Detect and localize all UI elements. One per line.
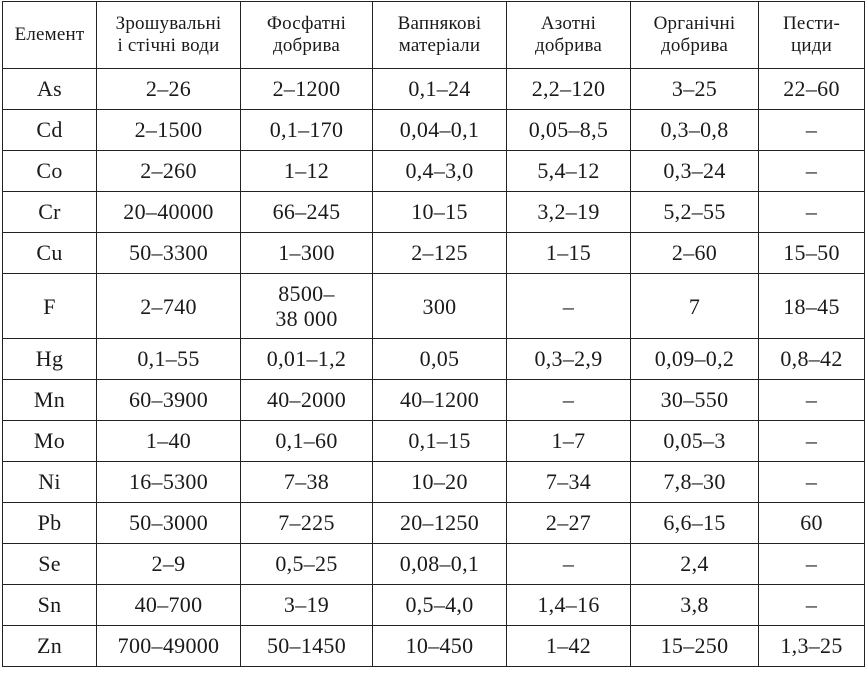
value-cell-nitrogen-fertilizers — [507, 626, 631, 667]
cell-text: 0,05 — [419, 346, 460, 371]
cell-text: – — [805, 551, 818, 576]
cell-text: 7–38 — [283, 469, 330, 494]
value-cell-lime-materials — [373, 233, 507, 274]
column-header-text: Азотні — [540, 13, 597, 34]
cell-text: Mo — [33, 428, 66, 453]
value-cell-phosphate-fertilizers — [241, 151, 373, 192]
cell-text: 50–3300 — [128, 240, 209, 265]
cell-text: 7–34 — [545, 469, 592, 494]
value-cell-irrigation-waste-water — [97, 274, 241, 339]
column-header-text: Пести- — [782, 13, 841, 34]
value-cell-organic-fertilizers — [631, 274, 759, 339]
value-cell-irrigation-waste-water — [97, 462, 241, 503]
cell-text: 2,4 — [680, 551, 709, 576]
table-row — [3, 274, 865, 339]
value-cell-lime-materials — [373, 274, 507, 339]
column-header-text: Фосфатні — [266, 13, 347, 34]
value-cell-lime-materials — [373, 544, 507, 585]
value-cell-nitrogen-fertilizers — [507, 110, 631, 151]
cell-text: 1–15 — [545, 240, 592, 265]
cell-text: 0,05–3 — [663, 428, 726, 453]
element-symbol-cell — [3, 462, 97, 503]
column-header-text: матеріали — [398, 35, 481, 56]
cell-text: Se — [38, 551, 61, 576]
value-cell-irrigation-waste-water — [97, 544, 241, 585]
cell-text: 2–1200 — [272, 76, 341, 101]
cell-text: 2–125 — [411, 240, 468, 265]
value-cell-lime-materials — [373, 110, 507, 151]
cell-text: 20–1250 — [399, 510, 480, 535]
value-cell-pesticides — [759, 380, 865, 421]
table-row — [3, 585, 865, 626]
value-cell-irrigation-waste-water — [97, 110, 241, 151]
cell-text: 7–225 — [278, 510, 335, 535]
cell-text: 0,5–25 — [275, 551, 338, 576]
value-cell-phosphate-fertilizers — [241, 69, 373, 110]
cell-text: 0,5–4,0 — [405, 592, 474, 617]
cell-text: – — [562, 293, 575, 319]
column-header-nitrogen-fertilizers — [507, 2, 631, 69]
value-cell-pesticides — [759, 110, 865, 151]
element-sources-table — [2, 1, 865, 667]
table-row — [3, 421, 865, 462]
element-symbol-cell — [3, 626, 97, 667]
cell-text: 2–9 — [151, 551, 186, 576]
value-cell-irrigation-waste-water — [97, 151, 241, 192]
value-cell-phosphate-fertilizers — [241, 380, 373, 421]
cell-text: Cu — [36, 240, 63, 265]
cell-text: 0,08–0,1 — [399, 551, 480, 576]
cell-text: – — [805, 387, 818, 412]
cell-text: – — [805, 199, 818, 224]
table-row — [3, 503, 865, 544]
cell-text: 15–50 — [783, 240, 840, 265]
value-cell-nitrogen-fertilizers — [507, 69, 631, 110]
cell-text: 1,3–25 — [780, 633, 843, 658]
cell-text: Co — [36, 158, 63, 183]
value-cell-phosphate-fertilizers — [241, 233, 373, 274]
value-cell-nitrogen-fertilizers — [507, 339, 631, 380]
element-symbol-cell — [3, 110, 97, 151]
column-header-phosphate-fertilizers — [241, 2, 373, 69]
cell-text: Cr — [38, 199, 61, 224]
cell-text: 0,1–60 — [275, 428, 338, 453]
value-cell-lime-materials — [373, 503, 507, 544]
cell-text: 2–260 — [140, 158, 197, 183]
table-row — [3, 69, 865, 110]
value-cell-nitrogen-fertilizers — [507, 380, 631, 421]
value-cell-nitrogen-fertilizers — [507, 274, 631, 339]
column-header-text: добрива — [272, 35, 341, 56]
cell-text: 3–19 — [283, 592, 330, 617]
cell-text: 0,8–42 — [780, 346, 843, 371]
table-row — [3, 380, 865, 421]
cell-text: 22–60 — [783, 76, 840, 101]
cell-text: 60–3900 — [128, 387, 209, 412]
column-header-irrigation-waste-water — [97, 2, 241, 69]
column-header-lime-materials — [373, 2, 507, 69]
cell-text: – — [805, 158, 818, 183]
cell-text: 10–20 — [411, 469, 468, 494]
column-header-text: Вапнякові — [397, 13, 482, 34]
cell-text: Hg — [35, 346, 64, 371]
column-header-pesticides — [759, 2, 865, 69]
value-cell-lime-materials — [373, 462, 507, 503]
cell-text: 30–550 — [660, 387, 729, 412]
value-cell-phosphate-fertilizers — [241, 544, 373, 585]
cell-text: 0,4–3,0 — [405, 158, 474, 183]
cell-text: 5,2–55 — [663, 199, 726, 224]
value-cell-phosphate-fertilizers — [241, 503, 373, 544]
element-symbol-cell — [3, 69, 97, 110]
cell-text: 0,1–170 — [269, 117, 344, 142]
value-cell-irrigation-waste-water — [97, 233, 241, 274]
value-cell-phosphate-fertilizers — [241, 339, 373, 380]
value-cell-irrigation-waste-water — [97, 421, 241, 462]
cell-text: – — [805, 592, 818, 617]
cell-text: 300 — [422, 293, 457, 319]
cell-text: – — [562, 387, 575, 412]
cell-text: 0,3–24 — [663, 158, 726, 183]
cell-text: 1–42 — [545, 633, 592, 658]
value-cell-organic-fertilizers — [631, 233, 759, 274]
cell-text: 1–40 — [145, 428, 192, 453]
value-cell-organic-fertilizers — [631, 151, 759, 192]
value-cell-irrigation-waste-water — [97, 503, 241, 544]
cell-text: 700–49000 — [117, 633, 220, 658]
cell-text: 15–250 — [660, 633, 729, 658]
table-row — [3, 192, 865, 233]
cell-text: As — [36, 76, 63, 101]
value-cell-lime-materials — [373, 626, 507, 667]
table-row — [3, 462, 865, 503]
table-row — [3, 339, 865, 380]
value-cell-lime-materials — [373, 339, 507, 380]
value-cell-lime-materials — [373, 69, 507, 110]
value-cell-nitrogen-fertilizers — [507, 544, 631, 585]
value-cell-phosphate-fertilizers — [241, 421, 373, 462]
cell-text: – — [805, 117, 818, 142]
value-cell-pesticides — [759, 544, 865, 585]
value-cell-nitrogen-fertilizers — [507, 585, 631, 626]
element-symbol-cell — [3, 151, 97, 192]
value-cell-irrigation-waste-water — [97, 585, 241, 626]
value-cell-nitrogen-fertilizers — [507, 421, 631, 462]
value-cell-pesticides — [759, 503, 865, 544]
value-cell-lime-materials — [373, 151, 507, 192]
table-row — [3, 626, 865, 667]
value-cell-nitrogen-fertilizers — [507, 233, 631, 274]
value-cell-phosphate-fertilizers — [241, 192, 373, 233]
cell-text: 50–3000 — [128, 510, 209, 535]
element-symbol-cell — [3, 380, 97, 421]
table-body — [3, 69, 865, 667]
cell-text: 7 — [688, 293, 701, 319]
element-symbol-cell — [3, 192, 97, 233]
value-cell-nitrogen-fertilizers — [507, 151, 631, 192]
element-symbol-cell — [3, 503, 97, 544]
value-cell-irrigation-waste-water — [97, 380, 241, 421]
value-cell-organic-fertilizers — [631, 421, 759, 462]
column-header-text: Органічні — [653, 13, 736, 34]
value-cell-pesticides — [759, 192, 865, 233]
cell-text: 40–2000 — [266, 387, 347, 412]
value-cell-irrigation-waste-water — [97, 626, 241, 667]
element-symbol-cell — [3, 274, 97, 339]
cell-text: 6,6–15 — [663, 510, 726, 535]
cell-text: 0,1–24 — [408, 76, 471, 101]
cell-text: 0,1–55 — [137, 346, 200, 371]
cell-text: 2–60 — [671, 240, 718, 265]
value-cell-irrigation-waste-water — [97, 69, 241, 110]
cell-text: Cd — [36, 117, 63, 142]
value-cell-nitrogen-fertilizers — [507, 462, 631, 503]
value-cell-organic-fertilizers — [631, 585, 759, 626]
value-cell-nitrogen-fertilizers — [507, 503, 631, 544]
cell-text: – — [562, 551, 575, 576]
cell-text: 3,8 — [680, 592, 709, 617]
cell-text: – — [805, 428, 818, 453]
cell-text: 3,2–19 — [537, 199, 600, 224]
cell-text: 10–15 — [411, 199, 468, 224]
cell-text: Mn — [33, 387, 66, 412]
value-cell-organic-fertilizers — [631, 462, 759, 503]
column-header-text: добрива — [660, 35, 729, 56]
value-cell-pesticides — [759, 69, 865, 110]
value-cell-phosphate-fertilizers — [241, 585, 373, 626]
value-cell-organic-fertilizers — [631, 626, 759, 667]
element-symbol-cell — [3, 339, 97, 380]
cell-text: 18–45 — [783, 293, 840, 319]
table-row — [3, 151, 865, 192]
cell-text: 3–25 — [671, 76, 718, 101]
value-cell-pesticides — [759, 339, 865, 380]
value-cell-phosphate-fertilizers — [241, 462, 373, 503]
value-cell-lime-materials — [373, 380, 507, 421]
cell-text: 60 — [800, 510, 823, 535]
cell-text: 1–12 — [283, 158, 330, 183]
value-cell-organic-fertilizers — [631, 544, 759, 585]
cell-text: 1–300 — [278, 240, 335, 265]
cell-text: Pb — [37, 510, 62, 535]
value-cell-phosphate-fertilizers — [241, 274, 373, 339]
value-cell-pesticides — [759, 626, 865, 667]
cell-text: 1,4–16 — [537, 592, 600, 617]
cell-text: 40–700 — [134, 592, 203, 617]
cell-text: 2,2–120 — [531, 76, 606, 101]
header-row — [3, 2, 865, 69]
value-cell-lime-materials — [373, 421, 507, 462]
cell-text: 8500– — [278, 281, 335, 306]
cell-text: 0,05–8,5 — [528, 117, 609, 142]
cell-text: 40–1200 — [399, 387, 480, 412]
value-cell-phosphate-fertilizers — [241, 626, 373, 667]
value-cell-pesticides — [759, 462, 865, 503]
cell-text: Sn — [37, 592, 62, 617]
column-header-text: Зрошувальні — [115, 13, 222, 34]
cell-text: 0,3–0,8 — [660, 117, 729, 142]
cell-text: 0,09–0,2 — [654, 346, 735, 371]
cell-text: Ni — [38, 469, 61, 494]
cell-text: 2–740 — [140, 293, 197, 319]
value-cell-pesticides — [759, 274, 865, 339]
cell-text: 2–26 — [145, 76, 192, 101]
cell-text: 2–1500 — [134, 117, 203, 142]
element-symbol-cell — [3, 421, 97, 462]
value-cell-irrigation-waste-water — [97, 192, 241, 233]
cell-text: 10–450 — [405, 633, 474, 658]
cell-text: 0,04–0,1 — [399, 117, 480, 142]
column-header-element — [3, 2, 97, 69]
cell-text: 0,1–15 — [408, 428, 471, 453]
cell-text: 20–40000 — [123, 199, 214, 224]
cell-text: Zn — [36, 633, 63, 658]
element-symbol-cell — [3, 585, 97, 626]
value-cell-lime-materials — [373, 192, 507, 233]
table-row — [3, 110, 865, 151]
value-cell-organic-fertilizers — [631, 380, 759, 421]
value-cell-pesticides — [759, 151, 865, 192]
value-cell-organic-fertilizers — [631, 339, 759, 380]
cell-text: 7,8–30 — [663, 469, 726, 494]
value-cell-organic-fertilizers — [631, 192, 759, 233]
cell-text: – — [805, 469, 818, 494]
value-cell-organic-fertilizers — [631, 503, 759, 544]
value-cell-lime-materials — [373, 585, 507, 626]
table-row — [3, 544, 865, 585]
value-cell-pesticides — [759, 421, 865, 462]
value-cell-pesticides — [759, 233, 865, 274]
cell-text: 66–245 — [272, 199, 341, 224]
cell-text: 2–27 — [545, 510, 592, 535]
value-cell-pesticides — [759, 585, 865, 626]
cell-text: 38 000 — [275, 306, 338, 331]
cell-text: 16–5300 — [128, 469, 209, 494]
cell-text: F — [43, 293, 56, 319]
column-header-text: циди — [791, 35, 832, 56]
element-symbol-cell — [3, 544, 97, 585]
cell-text: 50–1450 — [266, 633, 347, 658]
table-row — [3, 233, 865, 274]
cell-text: 0,01–1,2 — [266, 346, 347, 371]
cell-text: 0,3–2,9 — [534, 346, 603, 371]
value-cell-organic-fertilizers — [631, 69, 759, 110]
value-cell-organic-fertilizers — [631, 110, 759, 151]
element-symbol-cell — [3, 233, 97, 274]
column-header-text: Елемент — [14, 24, 85, 45]
column-header-organic-fertilizers — [631, 2, 759, 69]
value-cell-phosphate-fertilizers — [241, 110, 373, 151]
value-cell-nitrogen-fertilizers — [507, 192, 631, 233]
cell-text: 5,4–12 — [537, 158, 600, 183]
cell-text: 1–7 — [551, 428, 586, 453]
column-header-text: і стічні води — [117, 35, 220, 56]
column-header-text: добрива — [534, 35, 603, 56]
value-cell-irrigation-waste-water — [97, 339, 241, 380]
